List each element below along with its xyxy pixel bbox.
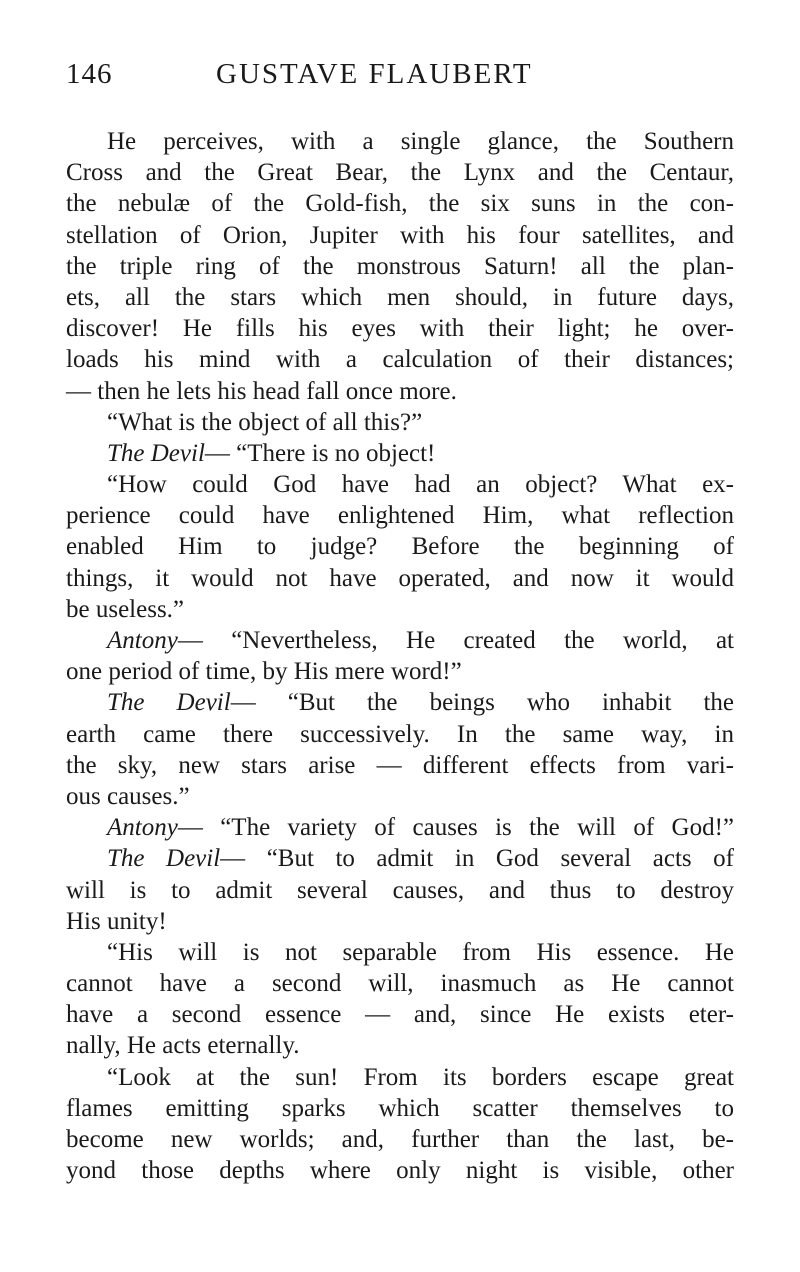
text-line — [66, 126, 734, 157]
line-text: be useless.” — [66, 595, 185, 623]
line-text: “Look at the sun! From its borders escape great — [107, 1063, 734, 1091]
text-line — [66, 656, 734, 687]
text-line — [66, 843, 734, 874]
line-text: ets, all the stars which men should, in future days, — [66, 283, 734, 311]
body-text — [66, 126, 734, 1186]
line-text: — then he lets his head fall once more. — [66, 377, 457, 405]
running-title: GUSTAVE FLAUBERT — [216, 58, 533, 90]
text-line — [66, 999, 734, 1030]
text-line — [66, 251, 734, 282]
text-line — [66, 188, 734, 219]
text-line — [66, 1062, 734, 1093]
text-line — [66, 875, 734, 906]
line-text: loads his mind with a calculation of their distances; — [66, 346, 734, 374]
line-text: — “Nevertheless, He created the world, at — [177, 627, 734, 654]
line-text: enabled Him to judge? Before the beginning of — [66, 533, 734, 561]
text-line — [66, 781, 734, 812]
text-line — [66, 376, 734, 407]
text-line — [66, 1093, 734, 1124]
line-text: the nebulæ of the Gold-fish, the six suns in the con- — [66, 190, 734, 218]
text-line — [66, 531, 734, 562]
text-line — [66, 1155, 734, 1186]
line-text: cannot have a second will, inasmuch as He cannot — [66, 970, 734, 998]
text-line — [66, 344, 734, 375]
line-text: stellation of Orion, Jupiter with his four satellites, and — [66, 221, 734, 249]
text-line — [66, 687, 734, 718]
text-line — [66, 1030, 734, 1061]
text-line — [66, 282, 734, 313]
text-line — [66, 313, 734, 344]
text-line — [66, 750, 734, 781]
line-text: ous causes.” — [66, 782, 190, 810]
line-text: the triple ring of the monstrous Saturn! all the plan- — [66, 252, 734, 280]
text-line — [66, 563, 734, 594]
page-header — [66, 58, 736, 98]
speaker-name: The Devil — [107, 689, 231, 717]
speaker-name: The Devil — [107, 439, 205, 467]
speaker-name: Antony — [107, 814, 178, 842]
line-text: will is to admit several causes, and thus to destroy — [66, 876, 734, 904]
line-text: nally, He acts eternally. — [66, 1032, 300, 1060]
text-line — [66, 1124, 734, 1155]
line-text: “His will is not separable from His essence. He — [107, 938, 734, 966]
text-line — [66, 968, 734, 999]
text-line — [66, 407, 734, 438]
speaker-name: Antony — [107, 627, 178, 654]
line-text: — “But to admit in God several acts of — [220, 845, 734, 873]
text-line — [66, 594, 734, 625]
text-line — [66, 469, 734, 500]
text-line — [66, 220, 734, 251]
line-text: one period of time, by His mere word!” — [66, 658, 462, 686]
line-text: — “But the beings who inhabit the — [230, 689, 735, 717]
page-number: 146 — [66, 58, 113, 90]
line-text: yond those depths where only night is visible, other — [66, 1157, 734, 1185]
line-text: “What is the object of all this?” — [107, 408, 423, 436]
line-text: have a second essence — and, since He exists eter- — [66, 1001, 734, 1029]
line-text: — “The variety of causes is the will of God!” — [177, 814, 734, 842]
line-text: “How could God have had an object? What ex- — [107, 471, 734, 499]
text-line — [66, 438, 734, 469]
line-text: become new worlds; and, further than the last, be- — [66, 1126, 734, 1153]
line-text: He perceives, with a single glance, the Southern — [107, 128, 734, 155]
text-line — [66, 719, 734, 750]
line-text: flames emitting sparks which scatter themselves to — [66, 1094, 734, 1122]
text-line — [66, 906, 734, 937]
text-line — [66, 625, 734, 656]
line-text: perience could have enlightened Him, what reflection — [66, 502, 734, 530]
line-text: His unity! — [66, 907, 167, 935]
line-text: the sky, new stars arise — different effects from vari- — [66, 751, 734, 779]
speaker-name: The Devil — [107, 845, 221, 873]
text-line — [66, 937, 734, 968]
line-text: discover! He fills his eyes with their light; he over- — [66, 315, 734, 343]
text-line — [66, 500, 734, 531]
line-text: — “There is no object! — [204, 439, 436, 467]
line-text: things, it would not have operated, and now it would — [66, 564, 734, 592]
text-line — [66, 812, 734, 843]
line-text: earth came there successively. In the same way, in — [66, 720, 734, 748]
line-text: Cross and the Great Bear, the Lynx and the Centaur, — [66, 159, 734, 187]
text-line — [66, 157, 734, 188]
